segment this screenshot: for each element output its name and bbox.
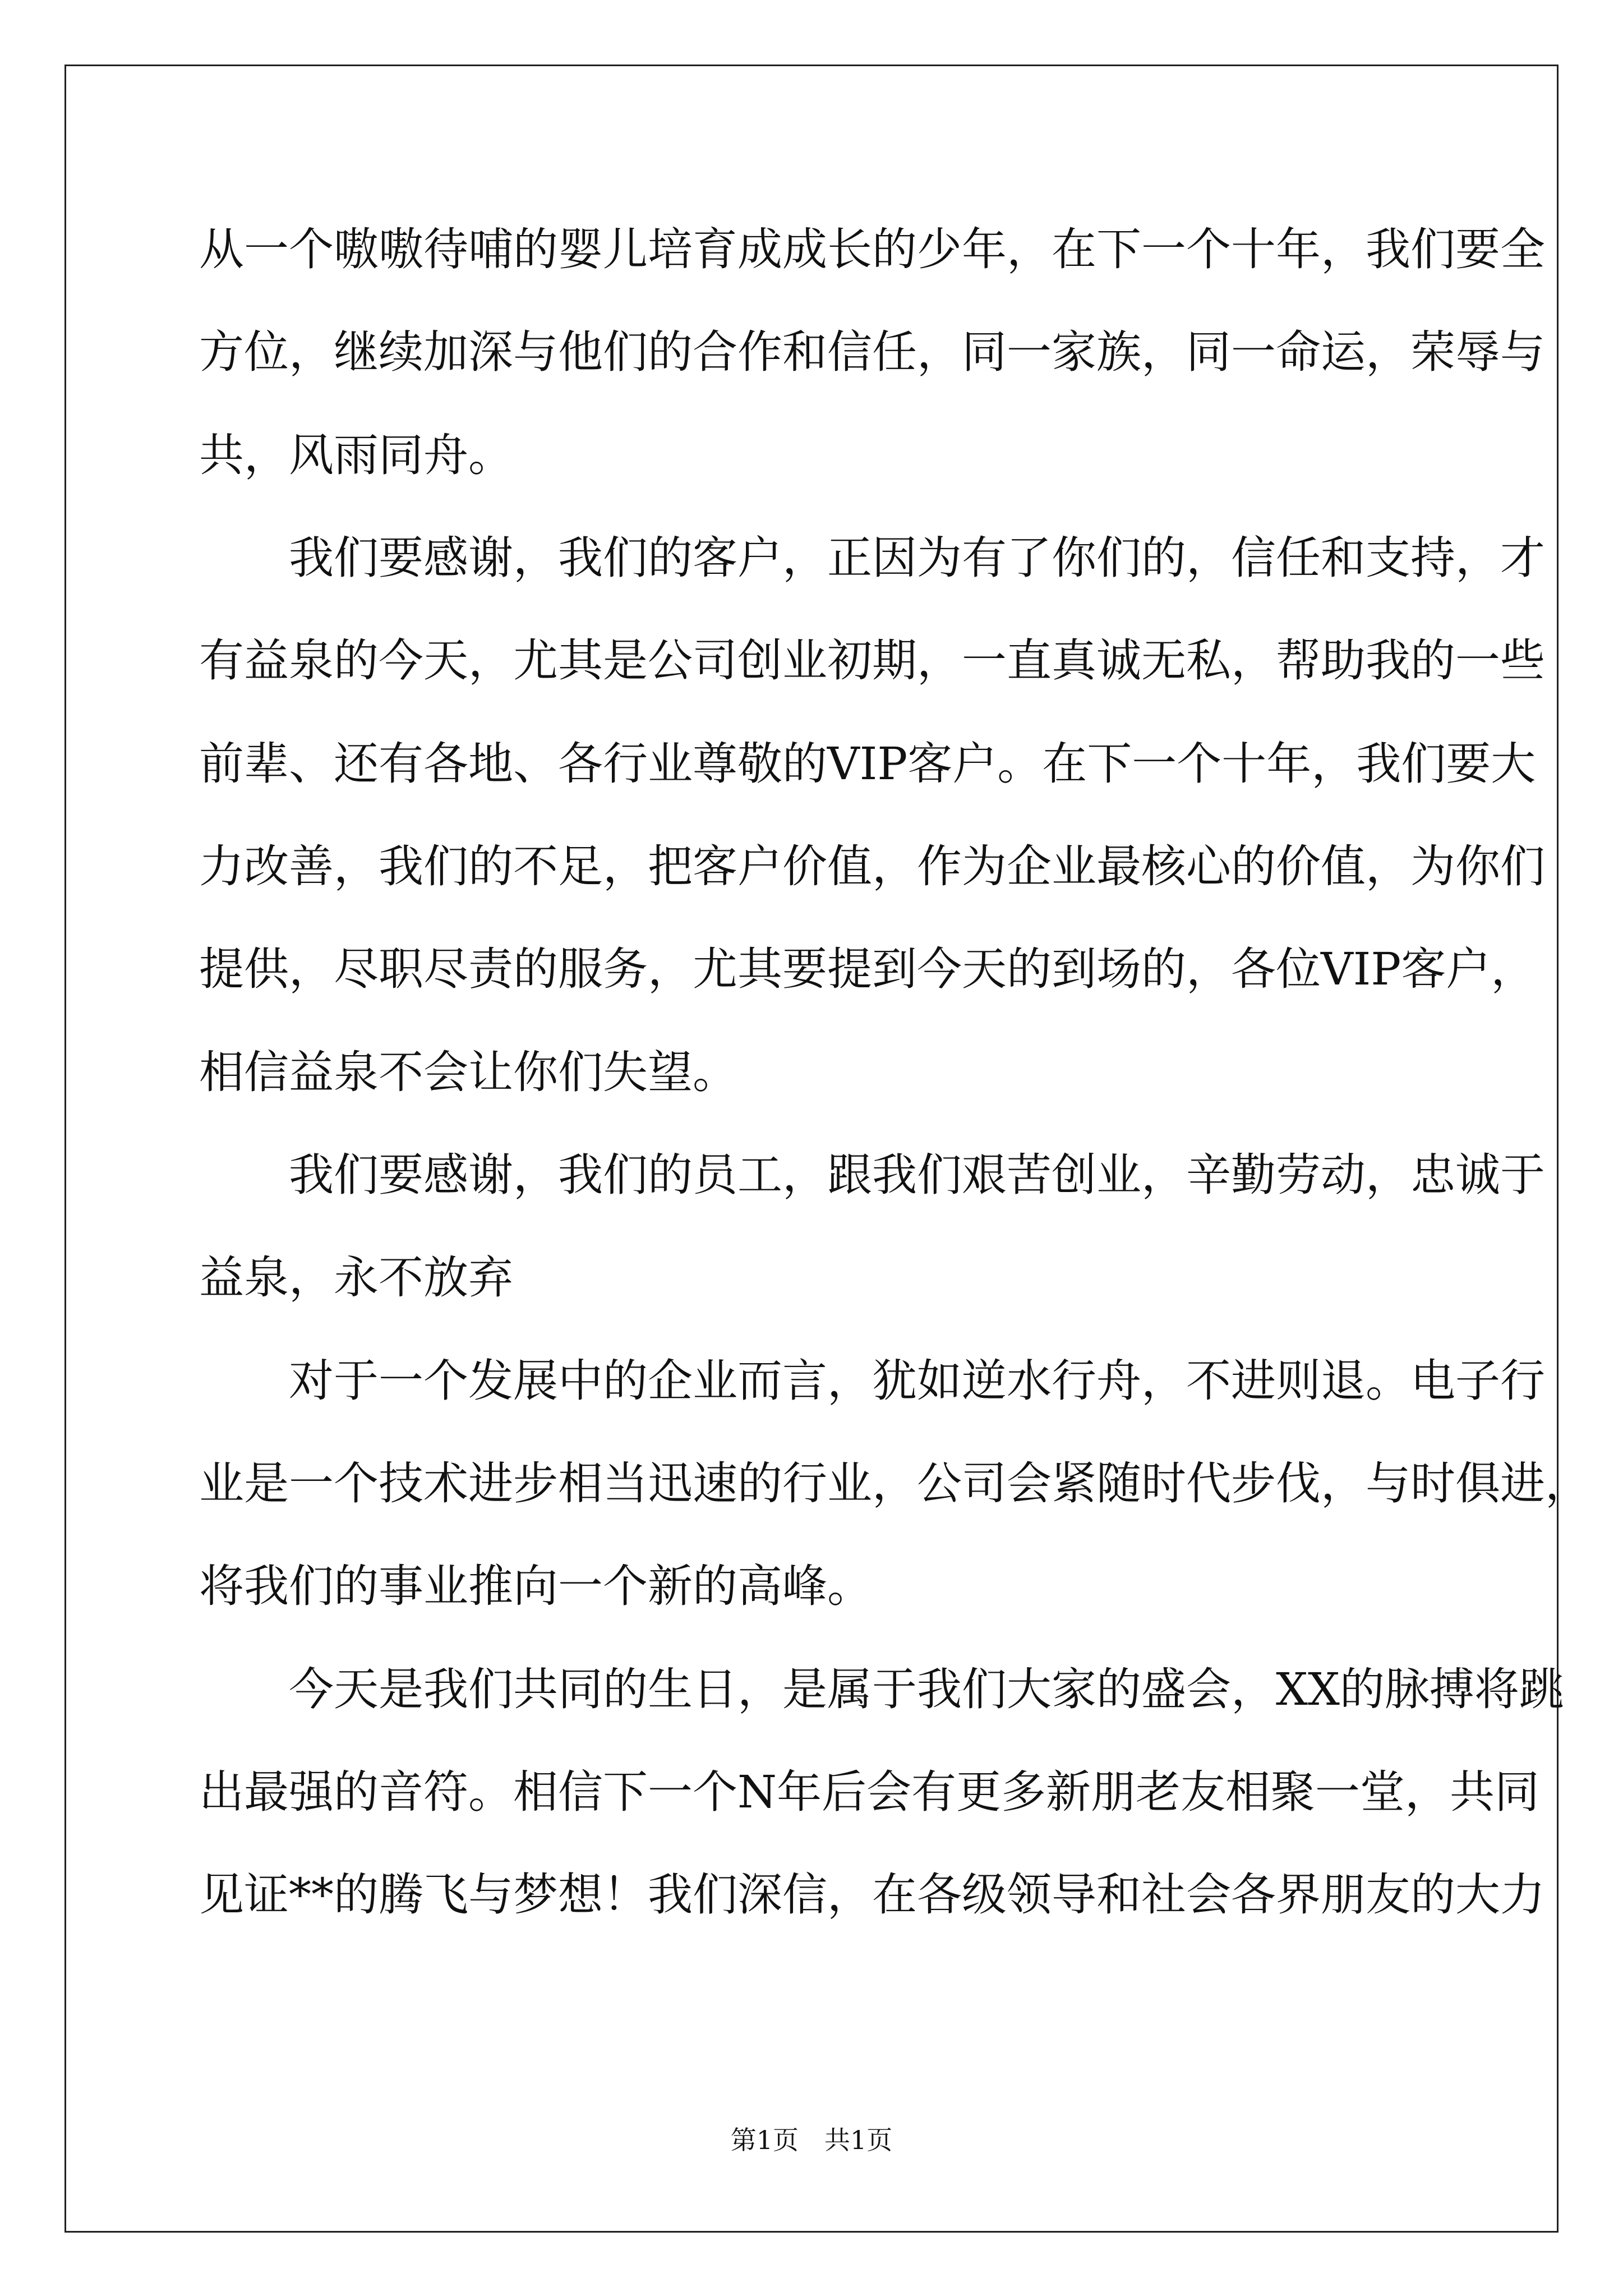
text-line: 相信益泉不会让你们失望。	[199, 1046, 737, 1098]
text-line: 出最强的音符。相信下一个N年后会有更多新朋老友相聚一堂，共同	[199, 1766, 1539, 1818]
text-line: 力改善，我们的不足，把客户价值，作为企业最核心的价值，为你们	[199, 840, 1545, 892]
text-line: 对于一个发展中的企业而言，犹如逆水行舟，不进则退。电子行	[199, 1355, 1545, 1407]
text-line: 我们要感谢，我们的员工，跟我们艰苦创业，辛勤劳动，忠诚于	[199, 1149, 1545, 1201]
text-line: 今天是我们共同的生日，是属于我们大家的盛会，XX的脉搏将跳	[199, 1663, 1564, 1715]
text-line: 提供，尽职尽责的服务，尤其要提到今天的到场的，各位VIP客户，	[199, 943, 1536, 995]
text-line: 将我们的事业推向一个新的高峰。	[199, 1560, 872, 1612]
text-line: 共，风雨同舟。	[199, 429, 513, 481]
text-line: 方位，继续加深与他们的合作和信任，同一家族，同一命运，荣辱与	[199, 326, 1545, 378]
page-footer: 第1页 共1页	[730, 2125, 893, 2155]
text-line: 从一个嗷嗷待哺的婴儿培育成成长的少年，在下一个十年，我们要全	[199, 223, 1545, 275]
text-line: 业是一个技术进步相当迅速的行业，公司会紧随时代步伐，与时俱进，	[199, 1457, 1590, 1510]
text-line: 见证**的腾飞与梦想！我们深信，在各级领导和社会各界朋友的大力	[199, 1869, 1545, 1921]
text-line: 前辈、还有各地、各行业尊敬的VIP客户。在下一个十年，我们要大	[199, 738, 1536, 790]
text-line: 益泉，永不放弃	[199, 1251, 513, 1304]
text-line: 我们要感谢，我们的客户，正因为有了你们的，信任和支持，才	[199, 532, 1545, 584]
text-line: 有益泉的今天，尤其是公司创业初期，一直真诚无私，帮助我的一些	[199, 634, 1545, 687]
